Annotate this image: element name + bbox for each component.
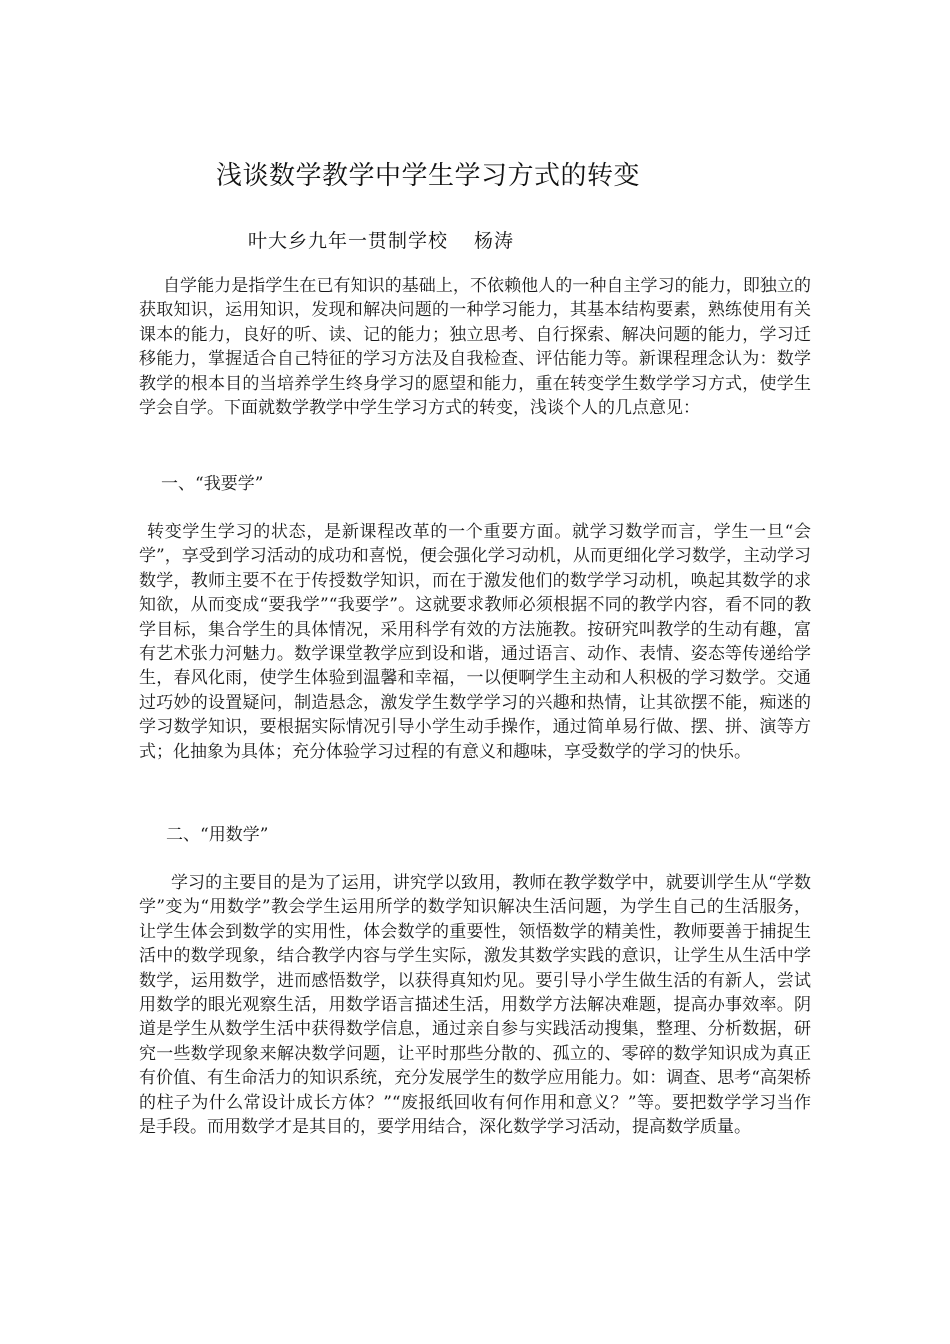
section-2-paragraph: 学习的主要目的是为了运用，讲究学以致用，教师在教学数学中，就要训学生从“学数学”变为“用数学”教会学生运用所学的数学知识解决生活问题，为学生自己的生活服务，让学生体会到数学的实用性，体会数学的重要性，领悟数学的精美性，教师要善于捕捉生活中的数学现象，结合教学内容与学生实际，激发其数学实践的意识，让学生从生活中学数学，运用数学，进而感悟数学，以获得真知灼见。要引导小学生做生活的有新人，尝试用数学的眼光观察生活，用数学语言描述生活，用数学方法解决难题，提高办事效率。阴道是学生从数学生活中获得数学信息，通过亲自参与实践活动搜集，整理、分析数据，研究一些数学现象来解决数学问题，让平时那些分散的、孤立的、零碎的数学知识成为真正有价值、有生命活力的知识系统，充分发展学生的数学应用能力。如：调查、思考“高架桥的柱子为什么常设计成长方体？”“废报纸回收有何作用和意义？”等。要把数学学习当作是手段。而用数学才是其目的，要学用结合，深化数学学习活动，提高数学质量。	[139, 873, 811, 1138]
document-title: 浅谈数学教学中学生学习方式的转变	[216, 161, 641, 191]
author-name: 杨涛	[474, 230, 515, 252]
section-1-paragraph: 转变学生学习的状态，是新课程改革的一个重要方面。就学习数学而言，学生一旦“会学”，享受到学习活动的成功和喜悦，便会强化学习动机，从而更细化学习数学，主动学习数学，教师主要不在于传授数学知识，而在于激发他们的数学学习动机，唤起其数学的求知欲，从而变成“要我学”“我要学”。这就要求教师必须根据不同的教学内容，看不同的教学目标，集合学生的具体情况，采用科学有效的方法施教。按研究叫教学的生动有趣，富有艺术张力河魅力。数学课堂教学应到设和谐，通过语言、动作、表情、姿态等传递给学生，春风化雨，使学生体验到温馨和幸福，一以便啊学生主动和人积极的学习数学。交通过巧妙的设置疑问，制造悬念，激发学生数学学习的兴趣和热情，让其欲摆不能，痴迷的学习数学知识，要根据实际情况引导小学生动手操作，通过简单易行做、摆、拼、演等方式；化抽象为具体；充分体验学习过程的有意义和趣味，享受数学的学习的快乐。	[139, 522, 811, 762]
section-2-heading: 二、“用数学”	[166, 825, 269, 845]
author-school: 叶大乡九年一贯制学校	[248, 230, 449, 252]
intro-paragraph: 自学能力是指学生在已有知识的基础上，不依赖他人的一种自主学习的能力，即独立的获取知识，运用知识，发现和解决问题的一种学习能力，其基本结构要素，熟练使用有关课本的能力，良好的听、读、记的能力；独立思考、自行探索、解决问题的能力，学习迁移能力，掌握适合自己特征的学习方法及自我检查、评估能力等。新课程理念认为：数学教学的根本目的当培养学生终身学习的愿望和能力，重在转变学生数学学习方式，使学生学会自学。下面就数学教学中学生学习方式的转变，浅谈个人的几点意见：	[139, 276, 811, 419]
author-byline	[248, 226, 514, 253]
section-1-heading: 一、“我要学”	[161, 474, 264, 494]
